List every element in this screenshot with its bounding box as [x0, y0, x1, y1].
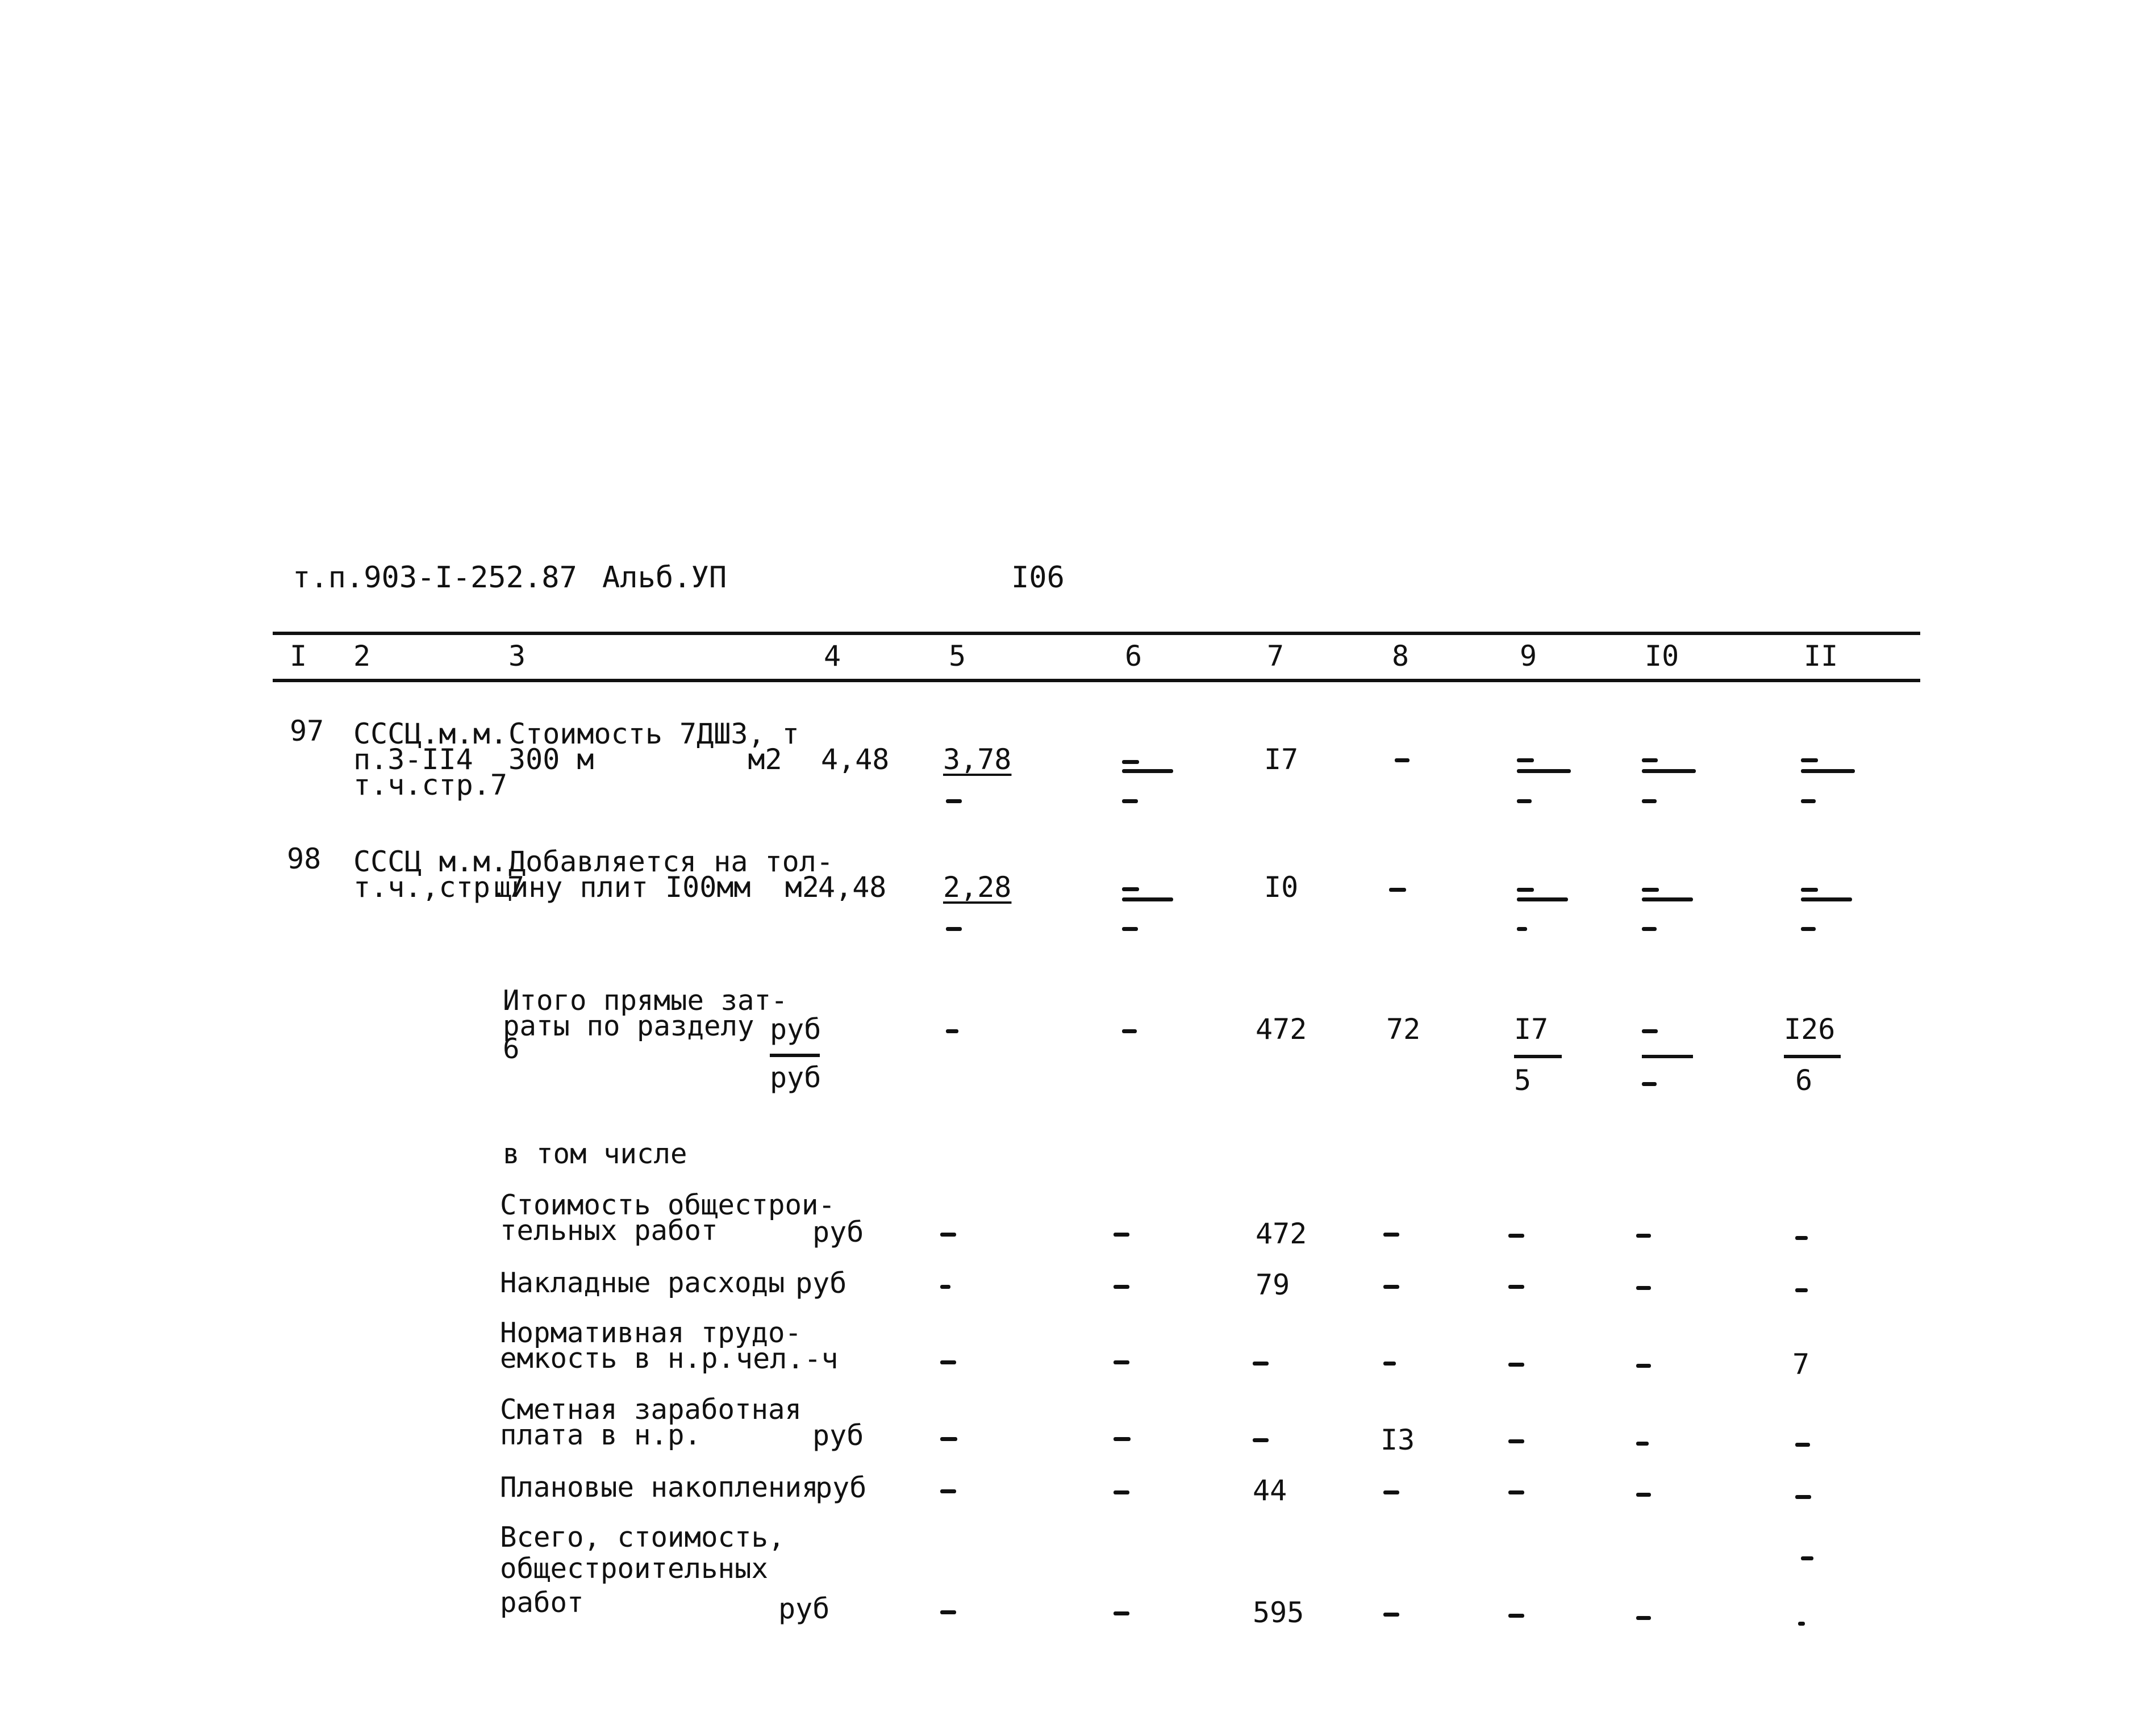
- empty-dash: [946, 1029, 958, 1033]
- empty-dash: [1795, 1236, 1808, 1240]
- empty-dash: [1642, 758, 1658, 762]
- header-rule-top: [273, 632, 1920, 635]
- empty-dash: [1517, 799, 1532, 803]
- row-description-line: щину плит I00мм м2: [494, 871, 819, 904]
- empty-dash: [1642, 1082, 1657, 1086]
- breakdown-value: 472: [1256, 1217, 1307, 1250]
- row-total-cost: I0: [1264, 871, 1299, 904]
- empty-dash: [1122, 887, 1139, 891]
- empty-dash: [1801, 897, 1852, 901]
- empty-dash: [1508, 1439, 1524, 1443]
- col-header-3: 3: [508, 640, 526, 673]
- empty-dash: [1383, 1285, 1399, 1289]
- empty-dash: [1636, 1364, 1651, 1368]
- row-quantity: 4,48: [821, 743, 890, 776]
- empty-dash: [1798, 1622, 1805, 1626]
- empty-dash: [1395, 758, 1409, 762]
- empty-dash: [1383, 1362, 1396, 1366]
- empty-dash: [1801, 1556, 1813, 1560]
- breakdown-unit: руб: [812, 1419, 864, 1452]
- col-header-4: 4: [824, 640, 841, 673]
- empty-dash: [1114, 1233, 1129, 1237]
- empty-dash: [1253, 1438, 1269, 1442]
- empty-dash: [940, 1360, 956, 1364]
- empty-dash: [1114, 1360, 1129, 1364]
- row-number: 98: [287, 842, 322, 875]
- empty-dash: [1801, 758, 1818, 762]
- summary-label-line: Итого прямые зат-: [503, 984, 788, 1017]
- empty-dash: [1642, 927, 1657, 931]
- col-header-1: I: [290, 640, 307, 673]
- col-header-6: 6: [1125, 640, 1142, 673]
- breakdown-value: I3: [1381, 1423, 1415, 1456]
- breakdown-label: Накладные расходы: [500, 1267, 785, 1299]
- empty-dash: [1383, 1490, 1399, 1494]
- summary-col9-fraction-bar: [1514, 1055, 1562, 1058]
- breakdown-value: 79: [1256, 1268, 1290, 1301]
- row-unit-price: 3,78: [943, 743, 1012, 776]
- breakdown-unit: руб: [795, 1267, 847, 1300]
- breakdown-label-line: емкость в н.р.: [500, 1342, 735, 1375]
- empty-dash: [940, 1437, 957, 1441]
- empty-dash: [1642, 769, 1696, 773]
- row-number: 97: [290, 715, 324, 748]
- empty-dash: [1114, 1490, 1129, 1494]
- empty-dash: [1517, 927, 1527, 931]
- breakdown-unit: руб: [815, 1471, 867, 1504]
- empty-dash: [1636, 1442, 1649, 1446]
- empty-dash: [940, 1233, 956, 1237]
- breakdown-label-line: плата в н.р.: [500, 1419, 702, 1451]
- empty-dash: [1383, 1613, 1399, 1617]
- empty-dash: [1642, 799, 1657, 803]
- empty-dash: [1636, 1493, 1651, 1497]
- empty-dash: [1508, 1363, 1524, 1367]
- album-label: Альб.УП: [602, 561, 727, 595]
- breakdown-label-line: Стоимость общестрои-: [500, 1189, 836, 1221]
- empty-dash: [1122, 760, 1139, 764]
- breakdown-label-line: работ: [500, 1586, 584, 1619]
- row-unit-price: 2,28: [943, 871, 1012, 904]
- row-source-line: т.ч.стр.7: [353, 769, 507, 801]
- summary-label-line: 6: [503, 1033, 520, 1065]
- empty-dash: [1508, 1285, 1524, 1289]
- empty-dash: [1642, 888, 1659, 892]
- empty-dash: [1636, 1234, 1651, 1238]
- empty-dash: [1795, 1443, 1810, 1447]
- document-code: т.п.903-I-252.87: [293, 561, 577, 595]
- breakdown-label: Плановые накопления: [500, 1471, 819, 1504]
- breakdown-value: 595: [1253, 1596, 1304, 1629]
- empty-dash: [1642, 1029, 1658, 1033]
- empty-dash: [1795, 1288, 1808, 1292]
- summary-col8: 72: [1386, 1013, 1421, 1046]
- row-source-line: п.3-II4: [353, 743, 473, 776]
- empty-dash: [946, 799, 962, 803]
- summary-unit-fraction-bar: [770, 1054, 820, 1057]
- row-source-line: СССЦ.м.м.: [353, 717, 507, 750]
- empty-dash: [1801, 927, 1816, 931]
- empty-dash: [1517, 758, 1534, 762]
- empty-dash: [940, 1285, 950, 1289]
- breakdown-unit: чел.-ч: [736, 1342, 839, 1375]
- col-header-8: 8: [1392, 640, 1409, 673]
- row-quantity: 4,48: [818, 871, 887, 904]
- col-header-5: 5: [949, 640, 966, 673]
- empty-dash: [1114, 1437, 1131, 1441]
- empty-dash: [1122, 927, 1138, 931]
- empty-dash: [1636, 1616, 1651, 1620]
- summary-unit-bottom: руб: [770, 1061, 821, 1094]
- row-description-line: Добавляется на тол-: [508, 845, 833, 878]
- empty-dash: [1795, 1495, 1811, 1499]
- col-header-2: 2: [353, 640, 371, 673]
- empty-dash: [1122, 769, 1173, 773]
- summary-col9-top: I7: [1514, 1013, 1549, 1046]
- header-rule-bottom: [273, 679, 1920, 682]
- empty-dash: [946, 927, 962, 931]
- empty-dash: [1801, 799, 1816, 803]
- empty-dash: [940, 1489, 956, 1493]
- empty-dash: [1122, 799, 1138, 803]
- page-number: I06: [1011, 561, 1065, 595]
- empty-dash: [1801, 888, 1818, 892]
- empty-dash: [1122, 897, 1173, 901]
- summary-col11-top: I26: [1784, 1013, 1836, 1046]
- in-total-label: в том числе: [503, 1138, 687, 1170]
- row-description-line: Стоимость 7ДШ3, т: [508, 717, 799, 750]
- empty-dash: [1114, 1285, 1129, 1289]
- summary-col11-bottom: 6: [1795, 1064, 1813, 1097]
- summary-total-cost: 472: [1256, 1013, 1307, 1046]
- summary-col9-bottom: 5: [1514, 1064, 1532, 1097]
- empty-dash: [1508, 1234, 1524, 1238]
- summary-col11-fraction-bar: [1784, 1055, 1841, 1058]
- empty-dash: [1508, 1490, 1524, 1494]
- row-description-line: 300 м м2: [508, 743, 782, 776]
- row-total-cost: I7: [1264, 743, 1299, 776]
- empty-dash: [1517, 888, 1534, 892]
- col-header-9: 9: [1520, 640, 1537, 673]
- breakdown-label-line: Всего, стоимость,: [500, 1521, 785, 1554]
- empty-dash: [1508, 1614, 1524, 1618]
- summary-label-line: раты по разделу: [503, 1010, 754, 1042]
- breakdown-label-line: Сметная заработная: [500, 1393, 802, 1426]
- row-source-line: т.ч.,стр.7: [353, 871, 525, 904]
- breakdown-value: 7: [1792, 1348, 1810, 1381]
- empty-dash: [1642, 897, 1693, 901]
- empty-dash: [1122, 1029, 1137, 1033]
- breakdown-label-line: Нормативная трудо-: [500, 1317, 802, 1349]
- col-header-7: 7: [1267, 640, 1285, 673]
- col-header-11: II: [1804, 640, 1838, 673]
- breakdown-value: 44: [1253, 1474, 1287, 1507]
- empty-dash: [1517, 897, 1568, 901]
- row-source-line: СССЦ м.м.: [353, 845, 507, 878]
- empty-dash: [1801, 769, 1855, 773]
- empty-dash: [1114, 1611, 1129, 1615]
- breakdown-unit: руб: [812, 1216, 864, 1248]
- breakdown-label-line: общестроительных: [500, 1552, 769, 1585]
- summary-col10-fraction-bar: [1642, 1055, 1693, 1058]
- empty-dash: [1636, 1286, 1651, 1290]
- summary-unit-top: руб: [770, 1013, 821, 1046]
- col-header-10: I0: [1645, 640, 1679, 673]
- empty-dash: [940, 1610, 956, 1614]
- empty-dash: [1253, 1362, 1269, 1366]
- breakdown-unit: руб: [778, 1592, 830, 1625]
- breakdown-label-line: тельных работ: [500, 1214, 718, 1247]
- empty-dash: [1517, 769, 1571, 773]
- empty-dash: [1383, 1233, 1399, 1237]
- empty-dash: [1389, 888, 1406, 892]
